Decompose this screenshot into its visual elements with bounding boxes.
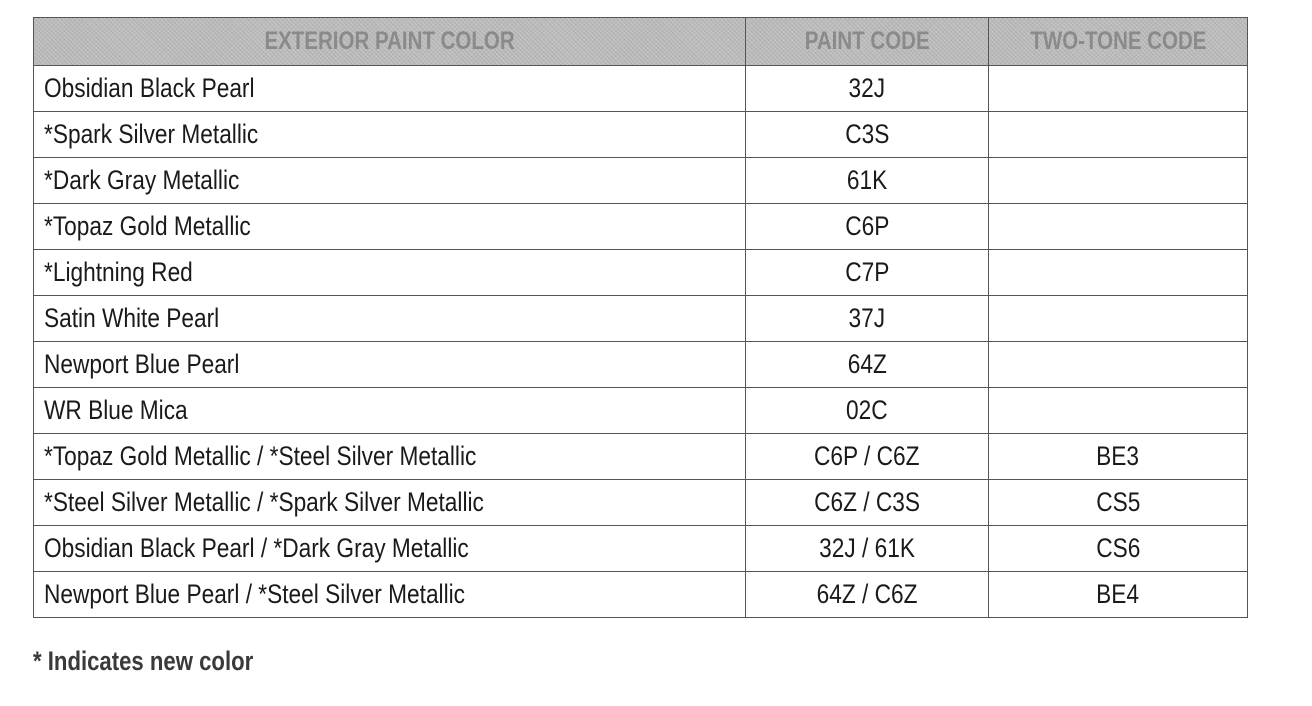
cell-paint-code: C6P bbox=[746, 204, 989, 250]
cell-two-tone-code: BE3 bbox=[989, 434, 1248, 480]
table-row bbox=[34, 296, 1248, 342]
cell-exterior-paint-color: *Lightning Red bbox=[34, 250, 746, 296]
cell-exterior-paint-color: *Dark Gray Metallic bbox=[34, 158, 746, 204]
paint-color-sheet bbox=[33, 17, 1248, 618]
cell-exterior-paint-color: *Steel Silver Metallic / *Spark Silver Metallic bbox=[34, 480, 746, 526]
table-row bbox=[34, 112, 1248, 158]
cell-paint-code: 02C bbox=[746, 388, 989, 434]
cell-paint-code: 32J / 61K bbox=[746, 526, 989, 572]
cell-two-tone-code: BE4 bbox=[989, 572, 1248, 618]
table-header bbox=[34, 18, 1248, 66]
cell-paint-code: C6P / C6Z bbox=[746, 434, 989, 480]
cell-two-tone-code bbox=[989, 66, 1248, 112]
cell-two-tone-code bbox=[989, 250, 1248, 296]
cell-exterior-paint-color: Satin White Pearl bbox=[34, 296, 746, 342]
header-paint-code: PAINT CODE bbox=[746, 18, 989, 66]
paint-color-table bbox=[33, 17, 1248, 618]
cell-two-tone-code: CS5 bbox=[989, 480, 1248, 526]
cell-exterior-paint-color: *Topaz Gold Metallic / *Steel Silver Metallic bbox=[34, 434, 746, 480]
table-body bbox=[34, 66, 1248, 618]
header-exterior-paint-color: EXTERIOR PAINT COLOR bbox=[34, 18, 746, 66]
cell-exterior-paint-color: Newport Blue Pearl bbox=[34, 342, 746, 388]
table-row bbox=[34, 204, 1248, 250]
cell-paint-code: C3S bbox=[746, 112, 989, 158]
table-row bbox=[34, 388, 1248, 434]
cell-exterior-paint-color: WR Blue Mica bbox=[34, 388, 746, 434]
cell-two-tone-code bbox=[989, 112, 1248, 158]
header-two-tone-code: TWO-TONE CODE bbox=[989, 18, 1248, 66]
cell-two-tone-code bbox=[989, 296, 1248, 342]
header-row bbox=[34, 18, 1248, 66]
cell-exterior-paint-color: *Spark Silver Metallic bbox=[34, 112, 746, 158]
table-row bbox=[34, 66, 1248, 112]
cell-exterior-paint-color: *Topaz Gold Metallic bbox=[34, 204, 746, 250]
table-row bbox=[34, 434, 1248, 480]
cell-two-tone-code bbox=[989, 342, 1248, 388]
table-row bbox=[34, 250, 1248, 296]
table-row bbox=[34, 572, 1248, 618]
cell-paint-code: 32J bbox=[746, 66, 989, 112]
table-row bbox=[34, 526, 1248, 572]
cell-paint-code: 37J bbox=[746, 296, 989, 342]
cell-two-tone-code bbox=[989, 388, 1248, 434]
cell-paint-code: 64Z bbox=[746, 342, 989, 388]
cell-two-tone-code: CS6 bbox=[989, 526, 1248, 572]
cell-two-tone-code bbox=[989, 158, 1248, 204]
cell-exterior-paint-color: Obsidian Black Pearl bbox=[34, 66, 746, 112]
cell-two-tone-code bbox=[989, 204, 1248, 250]
cell-paint-code: 64Z / C6Z bbox=[746, 572, 989, 618]
footnote: * Indicates new color bbox=[33, 646, 254, 676]
table-row bbox=[34, 342, 1248, 388]
cell-exterior-paint-color: Newport Blue Pearl / *Steel Silver Metallic bbox=[34, 572, 746, 618]
cell-paint-code: C7P bbox=[746, 250, 989, 296]
cell-paint-code: C6Z / C3S bbox=[746, 480, 989, 526]
table-row bbox=[34, 158, 1248, 204]
cell-exterior-paint-color: Obsidian Black Pearl / *Dark Gray Metallic bbox=[34, 526, 746, 572]
cell-paint-code: 61K bbox=[746, 158, 989, 204]
table-row bbox=[34, 480, 1248, 526]
